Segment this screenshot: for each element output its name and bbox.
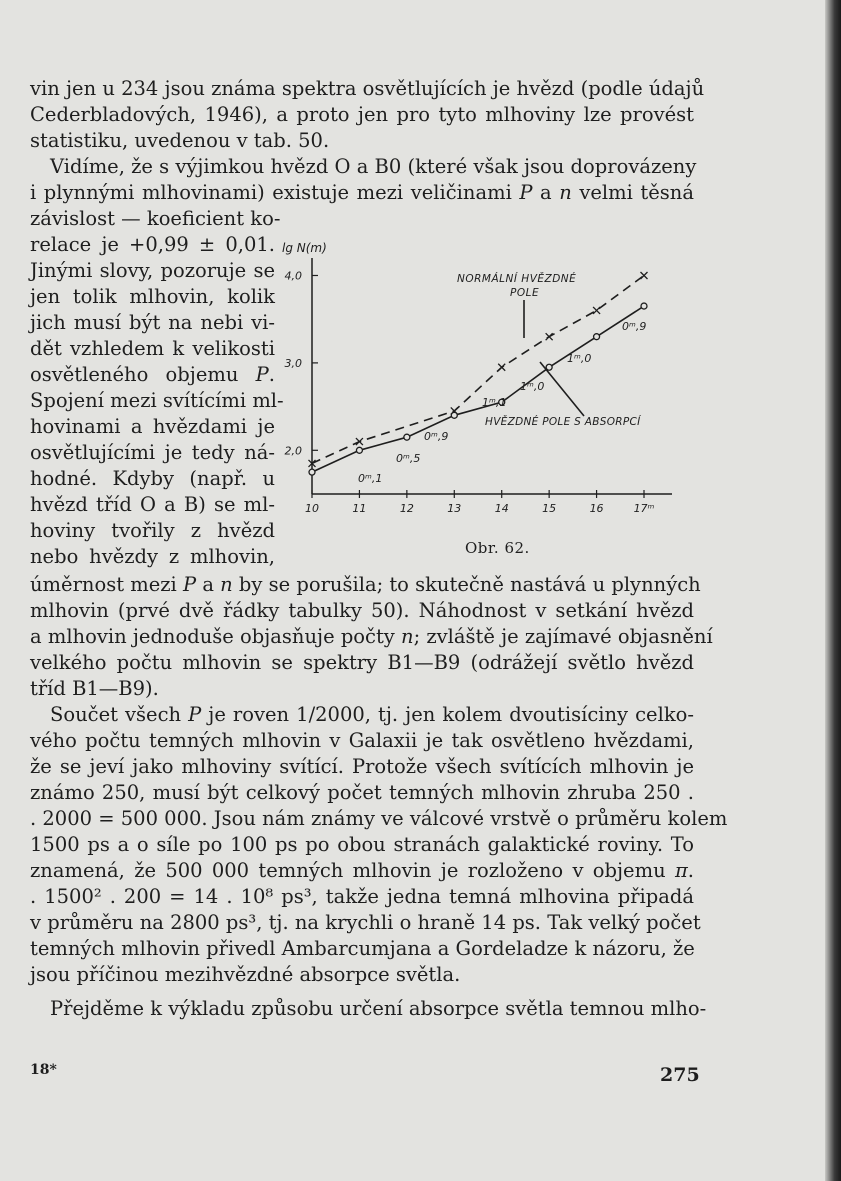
text-line: velkého počtu mlhovin se spektry B1—B9 (odrážejí světlo hvězd <box>30 651 694 674</box>
text-line: Cederbladových, 1946), a proto jen pro tyto mlhoviny lze provést <box>30 103 694 126</box>
text-line: hoviny tvořily z hvězd <box>30 519 275 542</box>
text-line: hvězd tříd O a B) se ml- <box>30 493 275 516</box>
text-line: tříd B1—B9). <box>30 677 159 700</box>
line-chart <box>272 238 692 538</box>
figure-62 <box>272 238 692 568</box>
page-number: 275 <box>660 1064 700 1086</box>
text-line: dět vzhledem k velikosti <box>30 337 275 360</box>
x-tick-label: 12 <box>399 502 414 515</box>
data-point-cross <box>356 438 363 445</box>
text-line: v průměru na 2800 ps³, tj. na krychli o hraně 14 ps. Tak velký počet <box>30 911 701 934</box>
text-line: vého počtu temných mlhovin v Galaxii je tak osvětleno hvězdami, <box>30 729 694 752</box>
text-line: a mlhovin jednoduše objasňuje počty n; zvláště je zajímavé objasnění <box>30 625 713 648</box>
normal-field-line <box>312 276 647 464</box>
data-point-circle <box>594 334 600 340</box>
data-point-circle <box>546 364 552 370</box>
data-point-cross <box>593 307 600 314</box>
text-line: jen tolik mlhovin, kolik <box>30 285 275 308</box>
text-line: temných mlhovin přivedl Ambarcumjana a Gordeladze k názoru, že <box>30 937 695 960</box>
x-tick-label: 11 <box>352 502 367 515</box>
text-line: . 1500² . 200 = 14 . 10⁸ ps³, takže jedna temná mlhovina připadá <box>30 885 694 908</box>
normal-field-label-line2: POLE <box>510 287 540 299</box>
difference-annotation: 1ᵐ,0 <box>520 380 545 393</box>
difference-annotation: 1ᵐ,1 <box>482 396 507 409</box>
difference-annotation: 0ᵐ,5 <box>396 452 421 465</box>
difference-annotation: 0ᵐ,9 <box>424 430 449 443</box>
data-point-cross <box>498 364 505 371</box>
page-edge-shadow <box>825 0 841 1181</box>
x-tick-label: 14 <box>494 502 509 515</box>
data-point-circle <box>356 447 362 453</box>
signature-mark: 18* <box>30 1062 57 1078</box>
text-line: známo 250, musí být celkový počet temných mlhovin zhruba 250 . <box>30 781 694 804</box>
text-line: znamená, že 500 000 temných mlhovin je rozloženo v objemu π. <box>30 859 694 882</box>
y-tick-label: 3,0 <box>284 356 302 370</box>
x-tick-label: 16 <box>589 502 604 515</box>
text-line: osvětleného objemu P. <box>30 363 275 386</box>
text-line: Přejděme k výkladu způsobu určení absorpce světla temnou mlho- <box>50 997 707 1020</box>
text-line: Součet všech P je roven 1/2000, tj. jen kolem dvoutisíciny celko- <box>50 703 694 726</box>
text-line: hodné. Kdyby (např. u <box>30 467 275 490</box>
text-line: . 2000 = 500 000. Jsou nám známy ve válcové vrstvě o průměru kolem <box>30 807 728 830</box>
text-line: 1500 ps a o síle po 100 ps po obou stranách galaktické roviny. To <box>30 833 694 856</box>
text-line: i plynnými mlhovinami) existuje mezi veličinami P a n velmi těsná <box>30 181 694 204</box>
x-tick-label: 15 <box>542 502 557 515</box>
x-tick-label: 13 <box>447 502 462 515</box>
text-line: vin jen u 234 jsou známa spektra osvětlujících je hvězd (podle údajů <box>30 77 705 100</box>
text-line: jich musí být na nebi vi- <box>30 311 275 334</box>
difference-annotation: 1ᵐ,0 <box>567 352 592 365</box>
text-line: jsou příčinou mezihvězdné absorpce světla. <box>30 963 461 986</box>
absorption-field-label: HVĚZDNÉ POLE S ABSORPCÍ <box>485 416 641 428</box>
text-line: úměrnost mezi P a n by se porušila; to skutečně nastává u plynných <box>30 573 701 596</box>
text-line: závislost — koeficient ko- <box>30 207 281 230</box>
text-line: nebo hvězdy z mlhovin, <box>30 545 275 568</box>
x-tick-label: 17ᵐ <box>633 502 655 515</box>
text-line: Jinými slovy, pozoruje se <box>30 259 275 282</box>
data-point-cross <box>546 333 553 340</box>
text-line: mlhovin (prvé dvě řádky tabulky 50). Náhodnost v setkání hvězd <box>30 599 694 622</box>
data-point-circle <box>404 434 410 440</box>
text-line: Spojení mezi svítícími ml- <box>30 389 284 412</box>
figure-caption: Obr. 62. <box>465 539 530 557</box>
text-line: hovinami a hvězdami je <box>30 415 275 438</box>
text-line: statistiku, uvedenou v tab. 50. <box>30 129 330 152</box>
text-line: osvětlujícími je tedy ná- <box>30 441 275 464</box>
data-point-circle <box>451 412 457 418</box>
text-line: Vidíme, že s výjimkou hvězd O a B0 (které však jsou doprovázeny <box>50 155 697 178</box>
difference-annotation: 0ᵐ,9 <box>622 320 647 333</box>
data-point-circle <box>309 469 315 475</box>
data-point-cross <box>641 272 648 279</box>
absorption-field-pointer <box>540 362 584 416</box>
text-line: že se jeví jako mlhoviny svítící. Protože všech svítících mlhovin je <box>30 755 694 778</box>
data-point-circle <box>641 303 647 309</box>
normal-field-label: NORMÁLNÍ HVĚZDNÉ <box>457 273 577 285</box>
text-line: relace je +0,99 ± 0,01. <box>30 233 275 256</box>
y-axis-label: lg N(m) <box>282 241 327 255</box>
x-tick-label: 10 <box>305 502 319 515</box>
difference-annotation: 0ᵐ,1 <box>358 472 383 485</box>
y-tick-label: 2,0 <box>284 444 302 458</box>
y-tick-label: 4,0 <box>284 269 302 283</box>
